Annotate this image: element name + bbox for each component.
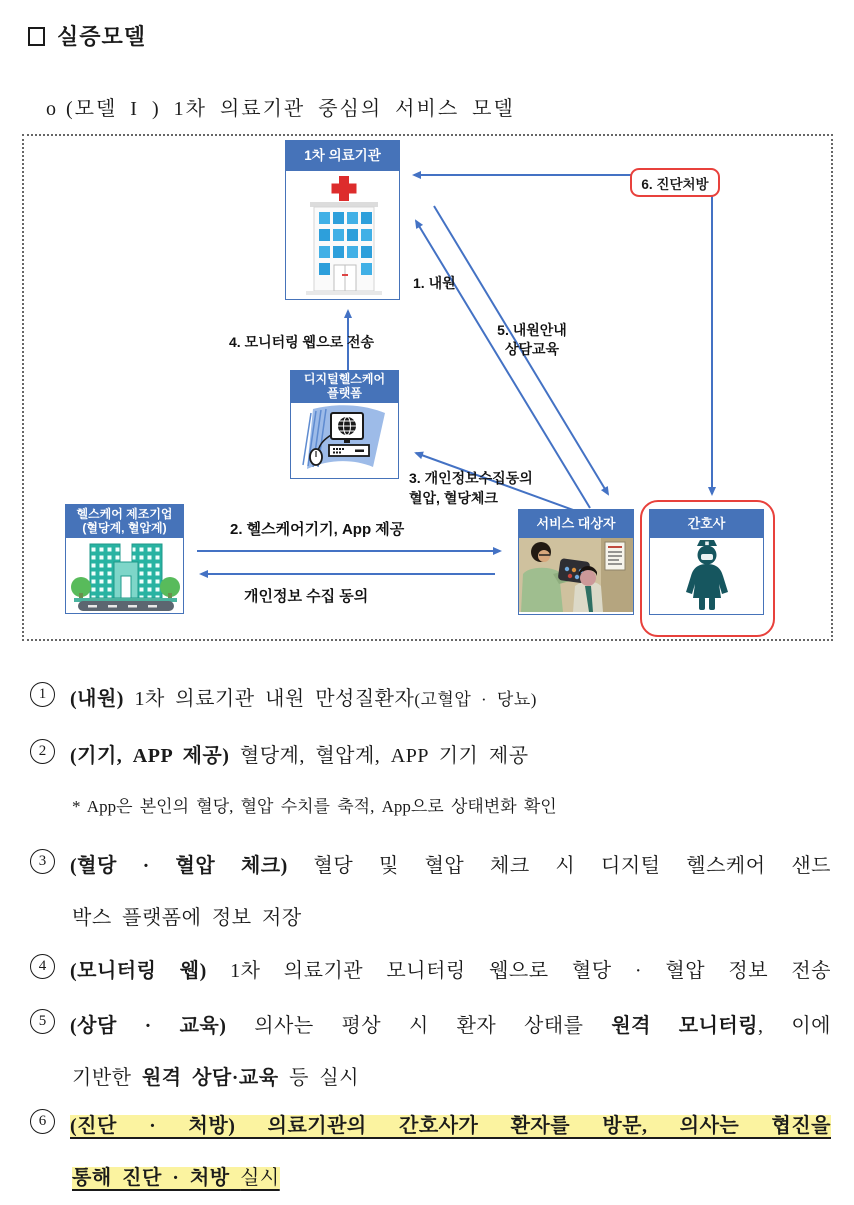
item6-line2-highlighted [72,1167,280,1189]
node-nurse [649,509,764,615]
label-step5-guidance [480,321,584,359]
patient-photo-illustration [519,538,633,612]
list-item-6 [30,1109,831,1190]
list-item-1 [30,682,831,711]
label-step5-line1: 5. 내원안내 [497,322,567,338]
model-subtitle [46,92,515,121]
item4-head: (모니터링 웹) [70,960,207,982]
footnote-marker: * [72,797,81,816]
diagnosis-prescription-text: 6. 진단처방 [641,176,709,192]
node-nurse-label: 간호사 [687,515,726,531]
item6-line1-highlighted: (진단 · 처방) 의료기관의 간호사가 환자를 방문, 의사는 협진을 [70,1115,831,1137]
service-model-diagram [22,134,833,641]
item5-body1: 의사는 평상 시 환자 상태를 [226,1015,612,1037]
item1-paren: (고혈압 · 당뇨) [414,690,537,709]
label-step1-visit: 1. 내원 [413,275,456,291]
label-step3-consent-check [409,468,533,508]
item3-line2: 박스 플랫폼에 정보 저장 [72,907,302,929]
item2-body: 혈당계, 혈압계, APP 기기 제공 [229,745,529,767]
circled-number-3: 3 [30,849,55,874]
item5-body2: , 이에 [758,1015,831,1037]
circled-number-5: 5 [30,1009,55,1034]
item1-body: 1차 의료기관 내원 만성질환자 [123,688,415,710]
item6-line2-bold: 통해 진단 · 처방 [72,1167,241,1189]
item5-line2-bold: 원격 상담·교육 [141,1067,279,1089]
page-title [28,20,146,51]
node-service-target [518,509,634,615]
item1-head: (내원) [70,688,124,710]
list-item-2 [30,739,831,768]
node-platform-label-line1: 디지털헬스케어 [303,372,386,387]
item5-head: (상담 · 교육) [70,1015,227,1037]
title-text: 실증모델 [57,24,147,49]
label-step4-monitoring: 4. 모니터링 웹으로 전송 [229,334,375,350]
node-manufacturer-header [66,505,183,538]
node-manufacturer-label-line1: 헬스케어 제조기업 [76,506,173,521]
item5-bold1: 원격 모니터링 [611,1015,759,1037]
node-nurse-header [650,510,763,538]
diagnosis-prescription-label [630,168,720,197]
item6-line2-normal: 실시 [240,1167,280,1189]
arrow-1-visit [416,221,590,508]
computer-platform-icon [291,403,398,476]
item3-head: (혈당 · 혈압 체크) [70,855,288,877]
node-primary-hospital [285,140,400,300]
node-healthcare-manufacturer [65,504,184,614]
label-step5-line2: 상담교육 [504,341,560,357]
node-platform-label-line2: 플랫폼 [327,386,362,400]
list-item-4 [30,954,831,983]
list-item-3 [30,849,831,930]
label-consent: 개인정보 수집 동의 [244,588,369,605]
list-item-5 [30,1009,831,1090]
nurse-icon [650,538,763,612]
label-step2-device: 2. 헬스케어기기, App 제공 [230,521,405,538]
label-step3-line1: 3. 개인정보수집동의 [409,470,533,486]
node-service-target-label: 서비스 대상자 [536,515,616,531]
node-service-target-header [519,510,633,538]
item5-line2-pre: 기반한 [72,1067,142,1089]
node-digital-health-platform [290,370,399,479]
hospital-icon [286,171,399,297]
footnote-text: App은 본인의 혈당, 혈압 수치를 축적, App으로 상태변화 확인 [80,797,557,816]
node-primary-hospital-header [286,141,399,171]
subtitle-text: (모델 I ) 1차 의료기관 중심의 서비스 모델 [66,98,515,120]
circled-number-4: 4 [30,954,55,979]
factory-building-icon [66,538,183,611]
square-bullet-icon [28,27,45,46]
label-step3-line2: 혈압, 혈당체크 [409,490,498,506]
node-manufacturer-label-line2: (혈당계, 혈압계) [82,520,167,535]
item3-body: 혈당 및 혈압 체크 시 디지털 헬스케어 샌드 [287,855,831,877]
footnote [72,792,557,817]
item2-head: (기기, APP 제공) [70,745,230,767]
node-primary-hospital-label: 1차 의료기관 [304,148,381,164]
item5-line2-post: 등 실시 [278,1067,360,1089]
circled-number-2: 2 [30,739,55,764]
item4-body: 1차 의료기관 모니터링 웹으로 혈당 · 혈압 정보 전송 [206,960,832,982]
circled-number-6: 6 [30,1109,55,1134]
circled-number-1: 1 [30,682,55,707]
circle-bullet: o [46,98,58,120]
node-platform-header [291,371,398,403]
